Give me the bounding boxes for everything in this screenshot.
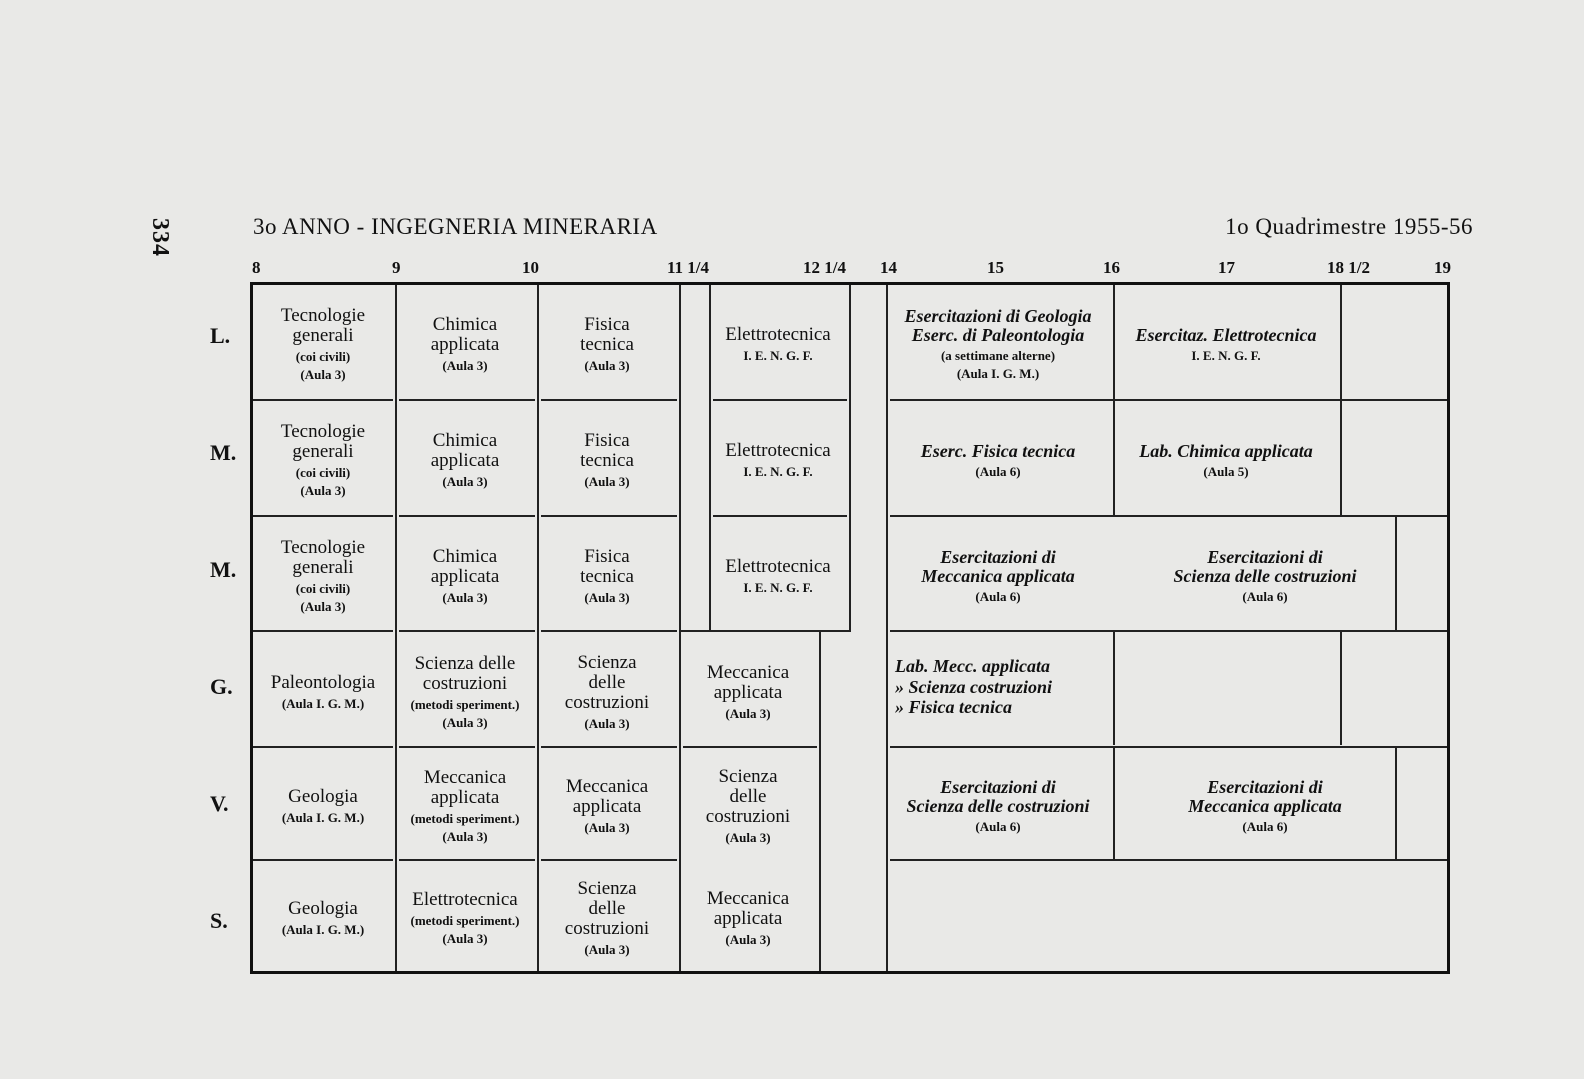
lesson-cell: Lab. Chimica applicata (Aula 5) xyxy=(1139,440,1313,479)
lesson-cell: Scienza delle costruzioni (Aula 3) xyxy=(564,652,650,732)
hour-label: 18 1/2 xyxy=(1327,258,1370,277)
lesson-cell: Eserc. Fisica tecnica (Aula 6) xyxy=(920,440,1076,479)
lesson-cell: Elettrotecnica I. E. N. G. F. xyxy=(725,324,831,364)
lesson-cell: Fisica tecnica (Aula 3) xyxy=(580,314,634,374)
lesson-cell: Geologia (Aula I. G. M.) xyxy=(281,786,365,826)
hour-label: 8 xyxy=(252,258,261,277)
hour-label: 14 xyxy=(880,258,897,277)
hour-label: 12 1/4 xyxy=(803,258,846,277)
lesson-cell: Elettrotecnica I. E. N. G. F. xyxy=(725,440,831,480)
hour-label: 9 xyxy=(392,258,401,277)
lesson-cell: Fisica tecnica (Aula 3) xyxy=(580,546,634,606)
day-label: G. xyxy=(210,674,233,699)
day-label: M. xyxy=(210,557,237,582)
day-label: V. xyxy=(210,791,229,816)
lesson-cell: Scienza delle costruzioni (Aula 3) xyxy=(705,766,791,846)
lab-lesson-list: Lab. Mecc. applicata » Scienza costruzioni » Fisica tecnica xyxy=(895,656,1053,718)
lesson-cell: Esercitazioni di Meccanica applicata (Aula 6) xyxy=(1188,777,1342,835)
lesson-cell: Scienza delle costruzioni (Aula 3) xyxy=(564,878,650,958)
lesson-cell: Meccanica applicata (metodi speriment.) (Aula 3) xyxy=(410,767,520,844)
hour-label: 16 xyxy=(1103,258,1120,277)
lesson-cell: Meccanica applicata (Aula 3) xyxy=(565,776,649,836)
day-label: M. xyxy=(210,440,237,465)
lesson-cell: Esercitazioni di Scienza delle costruzioni (Aula 6) xyxy=(906,777,1090,835)
lesson-cell: Meccanica applicata (Aula 3) xyxy=(706,888,790,948)
lesson-cell: Tecnologie generali (coi civili) (Aula 3) xyxy=(280,421,366,498)
lesson-cell: Esercitazioni di Geologia Eserc. di Paleontologia (a settimane alterne) (Aula I. G. M.) xyxy=(904,306,1092,381)
lesson-cell: Meccanica applicata (Aula 3) xyxy=(706,662,790,722)
day-label: S. xyxy=(210,908,228,933)
timetable-title: 3o ANNO - INGEGNERIA MINERARIA xyxy=(253,214,658,239)
lesson-cell: Esercitazioni di Meccanica applicata (Aula 6) xyxy=(921,547,1075,605)
lesson-cell: Chimica applicata (Aula 3) xyxy=(430,314,500,374)
page-number: 334 xyxy=(147,218,173,257)
hour-label: 19 xyxy=(1434,258,1451,277)
lesson-cell: Elettrotecnica (metodi speriment.) (Aula 3) xyxy=(410,889,520,946)
lesson-cell: Geologia (Aula I. G. M.) xyxy=(281,898,365,938)
lesson-cell: Esercitaz. Elettrotecnica I. E. N. G. F. xyxy=(1135,324,1317,363)
hour-label: 15 xyxy=(987,258,1004,277)
lesson-cell: Scienza delle costruzioni (metodi speriment.) (Aula 3) xyxy=(410,653,520,730)
lesson-cell: Paleontologia (Aula I. G. M.) xyxy=(270,672,376,712)
hour-label: 10 xyxy=(522,258,539,277)
lesson-cell: Chimica applicata (Aula 3) xyxy=(430,430,500,490)
lesson-cell: Tecnologie generali (coi civili) (Aula 3) xyxy=(280,537,366,614)
day-label: L. xyxy=(210,323,231,348)
hour-label: 17 xyxy=(1218,258,1235,277)
lesson-cell: Chimica applicata (Aula 3) xyxy=(430,546,500,606)
lesson-cell: Fisica tecnica (Aula 3) xyxy=(580,430,634,490)
lesson-cell: Elettrotecnica I. E. N. G. F. xyxy=(725,556,831,596)
lesson-cell: Tecnologie generali (coi civili) (Aula 3) xyxy=(280,305,366,382)
lesson-cell: Esercitazioni di Scienza delle costruzioni (Aula 6) xyxy=(1173,547,1357,605)
term-title: 1o Quadrimestre 1955-56 xyxy=(1225,214,1473,239)
hour-label: 11 1/4 xyxy=(667,258,710,277)
